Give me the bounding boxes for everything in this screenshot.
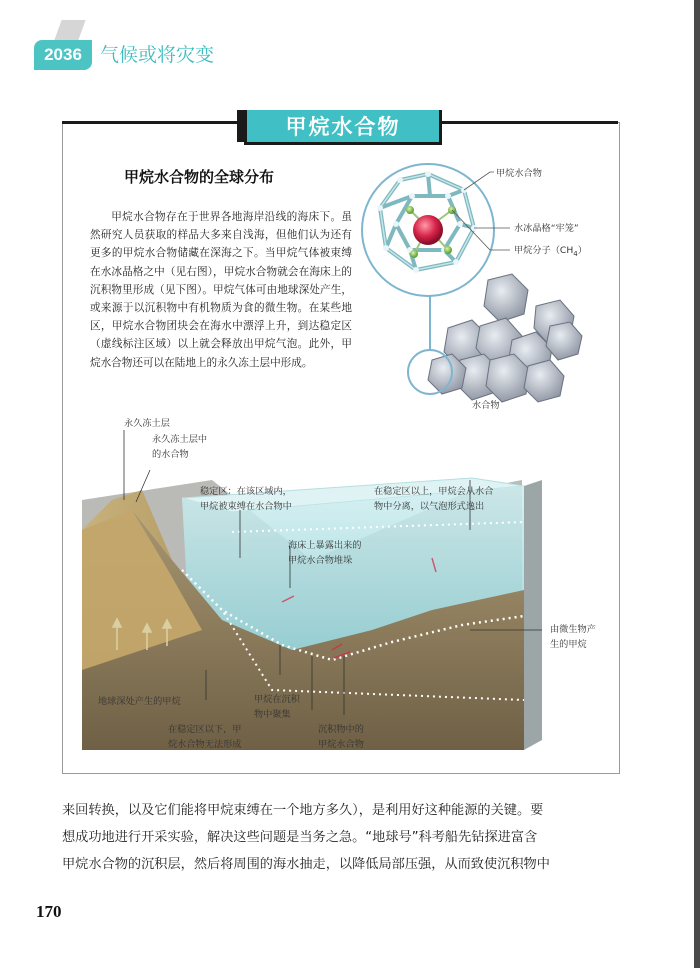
label-stable-zone-2: 甲烷被束缚在水合物中 — [200, 501, 292, 512]
label-below-stable-1: 在稳定区以下，甲 — [168, 724, 242, 735]
seabed-cross-section-diagram — [72, 420, 610, 765]
body-line: 来回转换，以及它们能将甲烷束缚在一个地方多久），是利用好这种能源的关键。要 — [62, 803, 544, 818]
label-permafrost: 永久冻土层 — [124, 418, 170, 429]
label-deep-methane: 地球深处产生的甲烷 — [98, 696, 181, 707]
label-exposed-hydrate-1: 海床上暴露出来的 — [288, 540, 362, 551]
label-permafrost-hydrate-1: 永久冻土层中 — [152, 434, 208, 445]
label-exposed-hydrate-2: 甲烷水合物堆垛 — [288, 555, 353, 566]
label-microbial-methane-2: 生的甲烷 — [550, 639, 587, 650]
label-sediment-gather-2: 物中聚集 — [254, 709, 291, 720]
section-banner: 甲烷水合物 — [244, 110, 442, 145]
chapter-number-tab: 2036 — [34, 40, 92, 70]
label-sediment-hydrate-2: 甲烷水合物 — [318, 739, 364, 750]
main-body-text — [62, 797, 642, 878]
chapter-title: 气候或将灾变 — [100, 44, 215, 66]
label-below-stable-2: 烷水合物无法形成 — [168, 739, 242, 750]
label-above-stable-2: 物中分离，以气泡形式逸出 — [374, 501, 485, 512]
molecule-illustration — [360, 150, 600, 440]
label-methane-molecule: 甲烷分子$(CH_4)$ — [514, 245, 587, 258]
label-sediment-hydrate-1: 沉积物中的 — [318, 724, 364, 735]
label-microbial-methane-1: 由微生物产 — [550, 624, 596, 635]
body-line: 想成功地进行开采实验，解决这些问题是当务之急。“地球号”科考船先钻探进富含 — [62, 830, 538, 845]
section-body-text: 甲烷水合物存在于世界各地海岸沿线的海床下。虽然研究人员获取的样品大多来自浅海，但他们认为还有更多的甲烷水合物储藏在深海之下。当甲烷气体被束缚在水冰晶格之中（见右图），甲烷水合物就会在海床上的沉积物里形成（见下图）。甲烷气体可由地球深处产生，或来源于以沉积物中有机物质为食的微生物。在某些地区，甲烷水合物团块会在海水中漂浮上升，到达稳定区（虚线标注区域）以上就会释放出甲烷气泡。此外，甲烷水合物还可以在陆地上的永久冻土层中形成。 — [90, 211, 352, 369]
label-sediment-gather-1: 甲烷在沉积 — [254, 694, 300, 705]
label-hydrate-crystal: 水合物 — [472, 400, 500, 411]
label-ice-cage: 水冰晶格“牢笼” — [514, 223, 579, 234]
body-line: 甲烷水合物的沉积层，然后将周围的海水抽走，以降低局部压强，从而致使沉积物中 — [62, 857, 550, 872]
label-methane-hydrate: 甲烷水合物 — [496, 168, 542, 179]
cross-section-figure — [72, 420, 610, 765]
chapter-tab-corner — [54, 20, 85, 40]
clathrate-cage-figure — [360, 150, 600, 440]
label-stable-zone-1: 稳定区：在该区域内， — [200, 486, 292, 497]
label-permafrost-hydrate-2: 的水合物 — [152, 449, 189, 460]
label-above-stable-1: 在稳定区以上，甲烷会从水合 — [374, 486, 494, 497]
page-number: 170 — [36, 902, 62, 921]
hydrate-crystal-cluster — [428, 274, 582, 402]
section-subheading: 甲烷水合物的全球分布 — [124, 168, 275, 186]
page-edge — [694, 0, 700, 968]
